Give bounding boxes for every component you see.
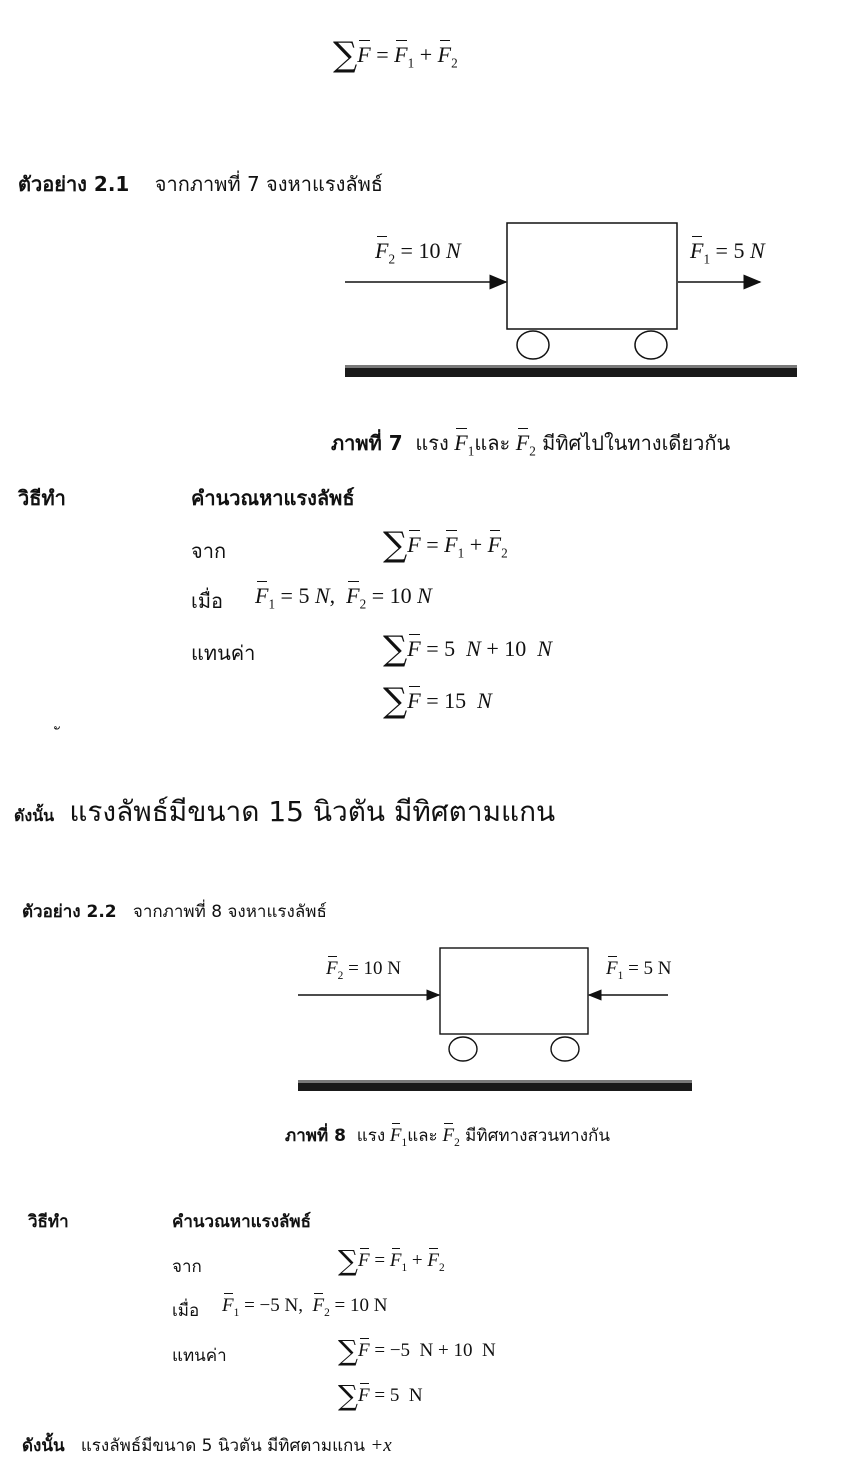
ex1-title: ตัวอย่าง 2.1 xyxy=(18,172,130,196)
ex2-from-formula: $\sum F = F_1 + F_2$ xyxy=(338,1244,445,1277)
ex1-conclusion: ดังนั้น แรงลัพธ์มีขนาด 15 นิวตัน มีทิศตามแกน xyxy=(14,795,556,828)
ex1-cart-wheel-left xyxy=(517,331,549,359)
ex2-f2-label: $F_2 = 10$ N xyxy=(326,958,402,982)
ex1-result-formula: ∑F = 15 N xyxy=(383,681,492,721)
ex2-subst-formula: ∑F = −5 N + 10 N xyxy=(338,1334,496,1367)
ex1-subst-label: แทนค่า xyxy=(191,641,256,665)
top-formula: $\sum F = F_1 + F_2$ xyxy=(333,35,458,75)
ex1-from-label: จาก xyxy=(191,539,227,563)
ex2-caption: ภาพที่ 8 แรง $F_1$และ $F_2$ มีทิศทางสวนทางกัน xyxy=(285,1125,610,1149)
ex1-method-title: คำนวณหาแรงลัพธ์ xyxy=(191,486,355,510)
ex2-result-formula: ∑F = 5 N xyxy=(338,1379,423,1412)
ex2-subst-label: แทนค่า xyxy=(172,1346,227,1366)
ex2-cart-wheel-left xyxy=(449,1037,477,1061)
ex1-caption: ภาพที่ 7 แรง $F_1$และ $F_2$ มีทิศไปในทางเดียวกัน xyxy=(331,430,731,459)
ex1-when-label: เมื่อ xyxy=(191,589,224,613)
ex2-cart-wheel-right xyxy=(551,1037,579,1061)
ex1-cart-body xyxy=(507,223,677,329)
ex2-method-label: วิธีทำ xyxy=(28,1212,69,1232)
ex1-cart-wheel-right xyxy=(635,331,667,359)
ex2-method-title: คำนวณหาแรงลัพธ์ xyxy=(172,1212,311,1232)
ex2-prompt: จากภาพที่ 8 จงหาแรงลัพธ์ xyxy=(132,902,327,922)
ex1-subst-formula: ∑F = 5 N + 10 N xyxy=(383,629,552,669)
ex2-title: ตัวอย่าง 2.2 xyxy=(22,902,117,922)
ex2-from-label: จาก xyxy=(172,1257,202,1277)
ex2-when-values: $F_1 = -5$ N, $F_2 = 10$ N xyxy=(222,1295,388,1319)
ex1-prompt: จากภาพที่ 7 จงหาแรงลัพธ์ xyxy=(154,172,384,196)
ex2-diagram xyxy=(0,940,861,1120)
ex2-conclusion: ดังนั้น แรงลัพธ์มีขนาด 5 นิวตัน มีทิศตามแกน +x xyxy=(22,1435,392,1456)
ex2-cart-body xyxy=(440,948,588,1034)
ex2-f1-label: $F_1 = 5$ N xyxy=(606,958,672,982)
ex1-f2-label: $F_2 = 10$ N xyxy=(375,238,461,267)
ex1-heading xyxy=(18,168,383,200)
ex1-f1-label: $F_1 = 5$ N xyxy=(690,238,765,267)
ex2-heading xyxy=(22,898,327,925)
ex1-when-values: $F_1 = 5$ N, $F_2 = 10$ N xyxy=(255,583,432,612)
ex2-when-label: เมื่อ xyxy=(172,1301,200,1321)
ex1-from-formula: $\sum F = F_1 + F_2$ xyxy=(383,525,508,565)
ex2-axis: +x xyxy=(370,1435,392,1456)
ex1-method-label: วิธีทำ xyxy=(18,486,66,510)
